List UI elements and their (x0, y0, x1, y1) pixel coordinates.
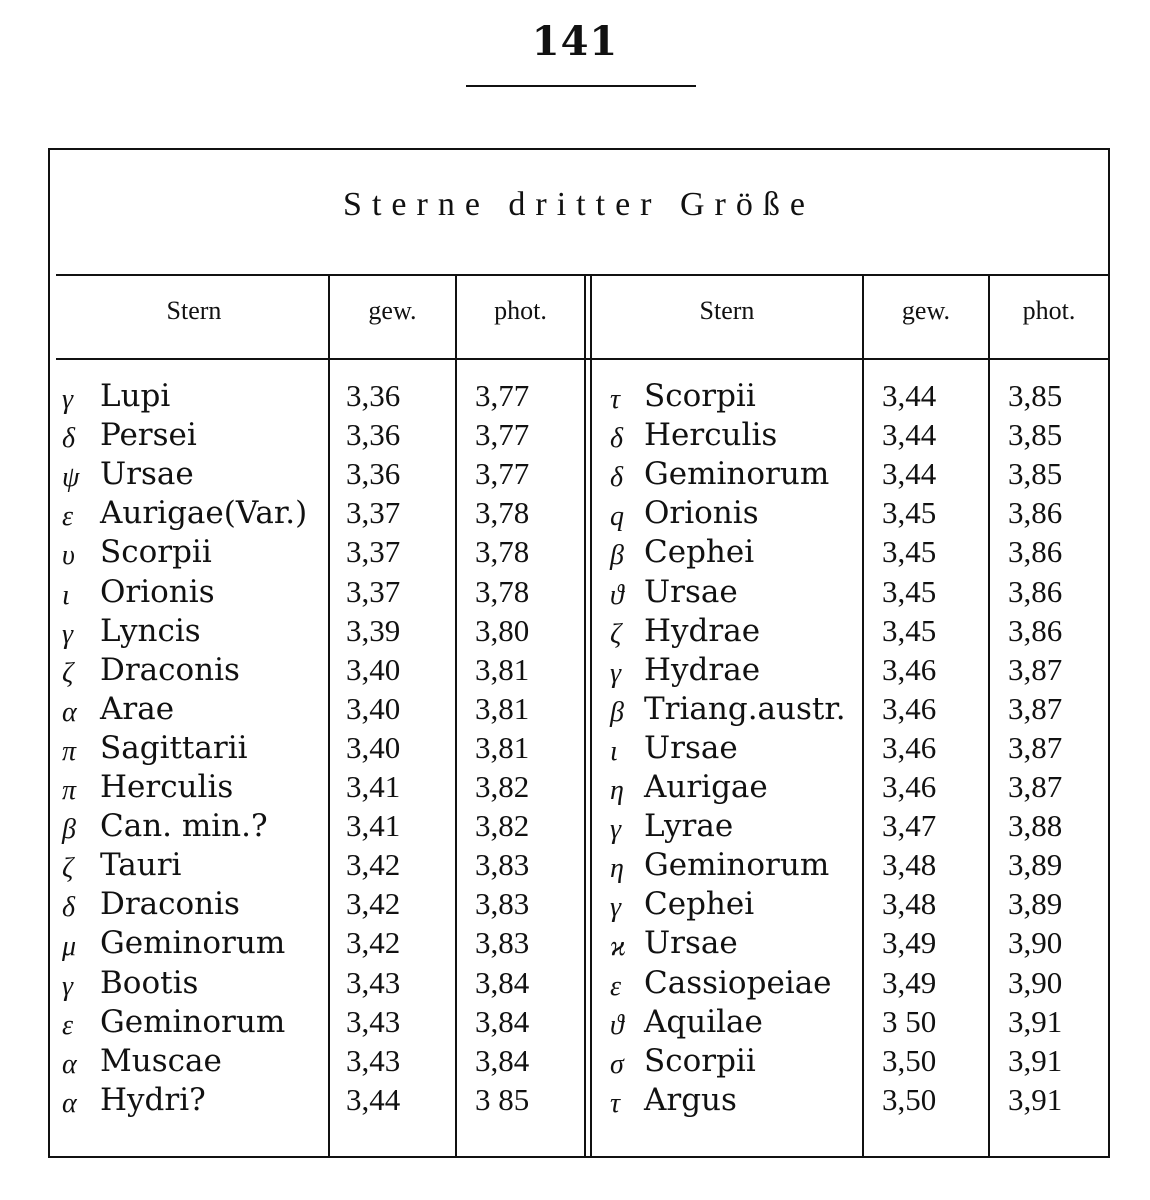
star-name: Tauri (100, 847, 182, 884)
phot-value: 3,78 (475, 534, 530, 570)
gew-value: 3,40 (346, 729, 401, 765)
greek-letter: α (62, 1048, 77, 1080)
phot-value: 3,86 (1008, 612, 1063, 648)
star-name: Can. min.? (100, 808, 268, 845)
phot-value: 3,90 (1008, 925, 1063, 961)
star-name: Lyrae (644, 808, 734, 845)
greek-letter: ι (610, 735, 618, 767)
greek-letter: ε (62, 1009, 74, 1041)
star-name: Geminorum (644, 847, 830, 884)
col-divider (584, 274, 586, 1156)
star-name: Scorpii (644, 378, 756, 414)
greek-letter: β (62, 814, 76, 846)
greek-letter: γ (610, 814, 622, 846)
star-name: Ursae (100, 456, 194, 493)
greek-letter: q (610, 501, 624, 533)
phot-value: 3,85 (1008, 417, 1063, 453)
greek-letter: β (610, 540, 624, 572)
header-gew-left: gew. (368, 296, 417, 325)
gew-value: 3 50 (882, 1003, 937, 1039)
greek-letter: γ (62, 618, 74, 650)
greek-letter: σ (610, 1048, 624, 1080)
gew-value: 3,42 (346, 847, 401, 883)
star-name: Triang.austr. (644, 690, 846, 727)
greek-letter: ϑ (610, 579, 624, 611)
phot-value: 3 85 (475, 1081, 530, 1117)
gew-value: 3,48 (882, 886, 937, 922)
gew-value: 3,44 (882, 456, 937, 492)
gew-value: 3,50 (882, 1081, 937, 1117)
gew-value: 3,36 (346, 417, 401, 453)
greek-letter: ζ (610, 618, 622, 650)
page-number: 141 (531, 18, 619, 65)
gew-value: 3,41 (346, 769, 401, 804)
gew-value: 3,40 (346, 690, 401, 726)
greek-letter: γ (62, 384, 74, 415)
greek-letter: π (62, 735, 77, 767)
gew-value: 3,45 (882, 495, 937, 531)
gew-value: 3,44 (346, 1081, 401, 1117)
col-divider (988, 274, 990, 1156)
phot-value: 3,89 (1008, 886, 1063, 922)
phot-value: 3,86 (1008, 495, 1063, 531)
col-divider (455, 274, 457, 1156)
star-table (48, 148, 1110, 1158)
star-name: Lupi (100, 378, 171, 414)
gew-value: 3,43 (346, 1042, 401, 1078)
phot-value: 3,78 (475, 495, 530, 531)
phot-value: 3,81 (475, 651, 530, 687)
phot-value: 3,90 (1008, 964, 1063, 1000)
phot-value: 3,87 (1008, 729, 1063, 765)
gew-value: 3,43 (346, 1003, 401, 1039)
greek-letter: π (62, 775, 77, 806)
header-phot-right: phot. (1022, 296, 1076, 325)
star-name: Aurigae (644, 769, 768, 805)
greek-letter: τ (610, 384, 621, 415)
phot-value: 3,81 (475, 690, 530, 726)
phot-value: 3,87 (1008, 651, 1063, 687)
phot-value: 3,77 (475, 378, 530, 413)
greek-letter: γ (610, 657, 622, 689)
greek-letter: δ (610, 462, 624, 494)
star-name: Cassiopeiae (644, 964, 832, 1001)
star-name: Lyncis (100, 612, 201, 649)
star-name: Arae (100, 690, 175, 727)
star-name: Cephei (644, 534, 755, 571)
star-name: Herculis (644, 417, 778, 454)
gew-value: 3,39 (346, 612, 401, 648)
header-gew-right: gew. (901, 296, 951, 325)
phot-value: 3,89 (1008, 847, 1063, 883)
phot-value: 3,86 (1008, 573, 1063, 609)
star-name: Geminorum (100, 925, 286, 962)
star-name: Draconis (100, 886, 240, 923)
gew-value: 3,37 (346, 534, 401, 570)
gew-value: 3,42 (346, 925, 401, 961)
star-name: Aurigae(Var.) (100, 495, 308, 532)
phot-value: 3,84 (475, 964, 530, 1000)
greek-letter: η (610, 775, 624, 806)
gew-value: 3,37 (346, 495, 401, 531)
greek-letter: β (610, 696, 624, 728)
page-number-rule (466, 85, 696, 87)
phot-value: 3,77 (475, 417, 530, 453)
phot-value: 3,83 (475, 847, 530, 883)
col-divider (862, 274, 864, 1156)
greek-letter: ζ (62, 853, 74, 885)
star-name: Draconis (100, 651, 240, 688)
greek-letter: τ (610, 1087, 621, 1119)
star-name: Geminorum (644, 456, 830, 493)
header-star-left: Stern (166, 296, 222, 325)
phot-value: 3,85 (1008, 378, 1063, 413)
gew-value: 3,47 (882, 808, 937, 844)
phot-value: 3,83 (475, 886, 530, 922)
phot-value: 3,82 (475, 769, 530, 804)
table-title: Sterne dritter Größe (343, 186, 815, 223)
gew-value: 3,49 (882, 925, 937, 961)
gew-value: 3,49 (882, 964, 937, 1000)
greek-letter: δ (610, 423, 624, 455)
gew-value: 3,41 (346, 808, 401, 844)
phot-value: 3,78 (475, 573, 530, 609)
phot-value: 3,87 (1008, 690, 1063, 726)
gew-value: 3,48 (882, 847, 937, 883)
greek-letter: ζ (62, 657, 74, 689)
gew-value: 3,46 (882, 729, 937, 765)
header-star-right: Stern (699, 296, 755, 325)
header-divider (56, 358, 1108, 360)
phot-value: 3,84 (475, 1003, 530, 1039)
gew-value: 3,37 (346, 573, 401, 609)
greek-letter: ψ (62, 462, 80, 494)
star-name: Hydri? (100, 1081, 206, 1118)
star-name: Ursae (644, 573, 738, 610)
phot-value: 3,91 (1008, 1003, 1063, 1039)
greek-letter: ϑ (610, 1009, 624, 1041)
gew-value: 3,36 (346, 456, 401, 492)
gew-value: 3,44 (882, 417, 937, 453)
gew-value: 3,45 (882, 534, 937, 570)
gew-value: 3,46 (882, 651, 937, 687)
star-name: Ursae (644, 729, 738, 766)
phot-value: 3,87 (1008, 769, 1063, 804)
phot-value: 3,82 (475, 808, 530, 844)
phot-value: 3,81 (475, 729, 530, 765)
greek-letter: μ (62, 931, 77, 963)
star-name: Herculis (100, 769, 234, 805)
star-name: Argus (644, 1081, 737, 1118)
star-name: Scorpii (100, 534, 212, 571)
star-name: Hydrae (644, 651, 761, 688)
greek-letter: α (62, 696, 77, 728)
col-divider (328, 274, 330, 1156)
star-name: Ursae (644, 925, 738, 962)
title-divider (56, 274, 1108, 276)
star-name: Scorpii (644, 1042, 756, 1079)
phot-value: 3,80 (475, 612, 530, 648)
star-name: Muscae (100, 1042, 222, 1079)
gew-value: 3,36 (346, 378, 401, 413)
gew-value: 3,46 (882, 769, 937, 804)
header-phot-left: phot. (494, 296, 547, 325)
greek-letter: δ (62, 892, 76, 924)
greek-letter: δ (62, 423, 76, 455)
phot-value: 3,91 (1008, 1042, 1063, 1078)
star-name: Cephei (644, 886, 755, 923)
gew-value: 3,43 (346, 964, 401, 1000)
gew-value: 3,50 (882, 1042, 937, 1078)
greek-letter: ε (610, 970, 622, 1002)
gew-value: 3,44 (882, 378, 937, 413)
phot-value: 3,86 (1008, 534, 1063, 570)
gew-value: 3,45 (882, 573, 937, 609)
star-name: Geminorum (100, 1003, 286, 1040)
greek-letter: ι (62, 579, 70, 611)
greek-letter: γ (610, 892, 622, 924)
phot-value: 3,88 (1008, 808, 1063, 844)
star-name: Sagittarii (100, 729, 248, 766)
gew-value: 3,40 (346, 651, 401, 687)
greek-letter: υ (62, 540, 75, 572)
star-name: Bootis (100, 964, 199, 1001)
phot-value: 3,85 (1008, 456, 1063, 492)
phot-value: 3,91 (1008, 1081, 1063, 1117)
greek-letter: α (62, 1087, 77, 1119)
star-name: Aquilae (644, 1003, 763, 1040)
phot-value: 3,77 (475, 456, 530, 492)
gew-value: 3,42 (346, 886, 401, 922)
greek-letter: ε (62, 501, 74, 533)
star-name: Orionis (100, 573, 215, 610)
gew-value: 3,46 (882, 690, 937, 726)
star-name: Persei (100, 417, 197, 454)
col-divider (590, 274, 592, 1156)
star-name: Hydrae (644, 612, 761, 649)
greek-letter: γ (62, 970, 74, 1002)
greek-letter: ϰ (610, 931, 626, 963)
phot-value: 3,84 (475, 1042, 530, 1078)
star-name: Orionis (644, 495, 759, 532)
greek-letter: η (610, 853, 624, 885)
gew-value: 3,45 (882, 612, 937, 648)
phot-value: 3,83 (475, 925, 530, 961)
